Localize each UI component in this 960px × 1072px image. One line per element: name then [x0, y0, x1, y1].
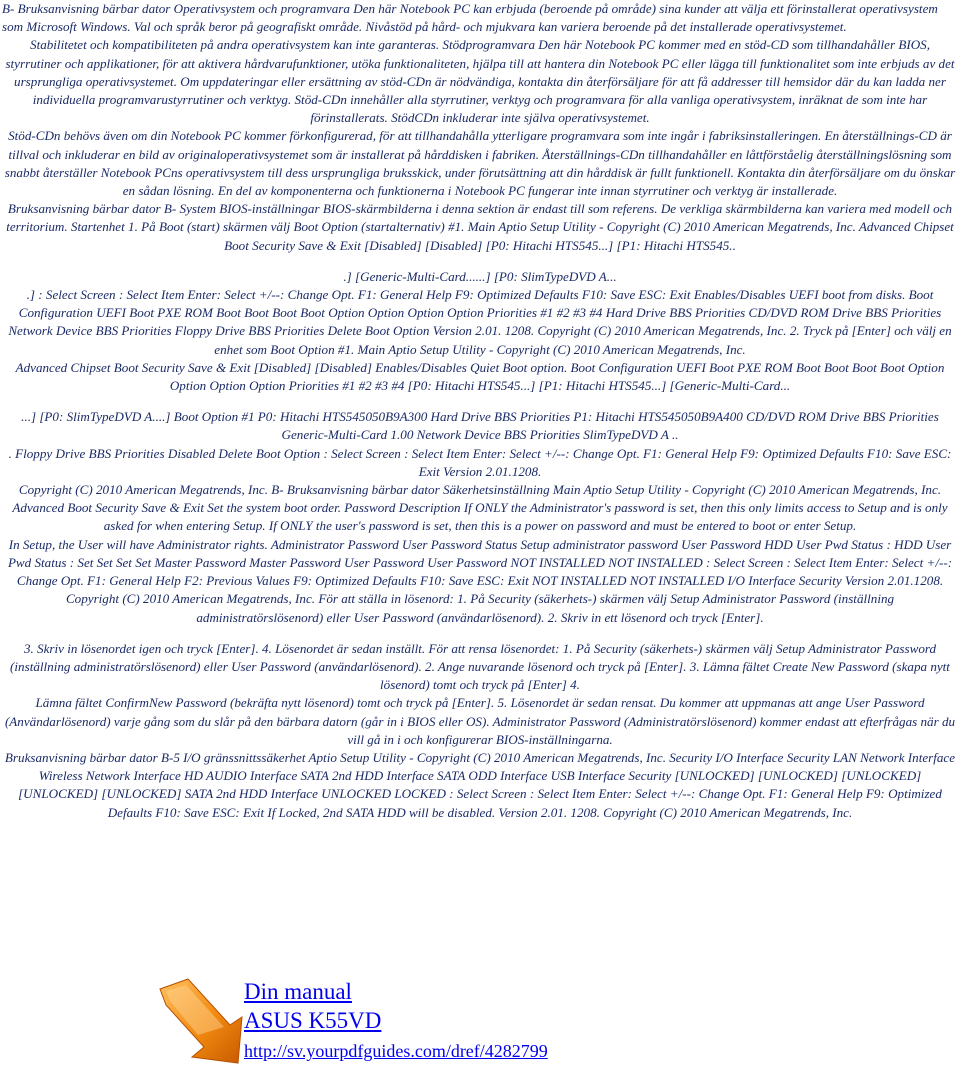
spacer — [2, 627, 958, 640]
paragraph-os-intro: B- Bruksanvisning bärbar dator Operativsystem och programvara Den här Notebook PC kan erbjuda (beroende på område) sina kunder att välja ett förinstallerat operativsystem som Microsoft Windows. Val och språk beror på geografiskt område. Nivåstöd på hård- och mjukvara kan variera beroende på det installerade operativsystemet. — [2, 1, 938, 35]
manual-link[interactable]: Din manual — [244, 979, 352, 1004]
paragraph-bios-boot-1: Bruksanvisning bärbar dator B- System BIOS-inställningar BIOS-skärmbilderna i denna sektion är endast till som referens. De verkliga skärmbilderna kan variera med modell och territorium. Startenhet 1. På Boot (start) skärmen välj Boot Option (startalternativ) #1. Main Aptio Setup Utility - Copyright (C) 2010 American Megatrends, Inc. Advanced Chipset Boot Security Save & Exit [Disabled] [Disabled] [P0: Hitachi HTS545...] [P1: Hitachi HTS545.. — [6, 201, 954, 253]
footer-links — [244, 977, 548, 1064]
document-body — [2, 0, 958, 822]
paragraph-password-1: 3. Skriv in lösenordet igen och tryck [Enter]. 4. Lösenordet är sedan inställt. För att rensa lösenordet: 1. På Security (säkerhets-) skärmen välj Setup Administrator Password (inställning administratörslösenord) eller User Password (användarlösenord). 2. Ange nuvarande lösenord och tryck på [Enter]. 3. Lämna fältet Create New Password (skapa nytt lösenord) tomt och tryck på [Enter] 4. — [10, 640, 950, 693]
product-link[interactable]: ASUS K55VD — [244, 1008, 382, 1033]
paragraph-bios-boot-5: ...] [P0: SlimTypeDVD A....] Boot Option #1 P0: Hitachi HTS545050B9A300 Hard Drive BBS Priorities P1: Hitachi HTS545050B9A400 CD/DVD ROM Drive BBS Priorities Generic-Multi-Card 1.00 Network Device BBS Priorities SlimTypeDVD A .. — [21, 409, 939, 443]
paragraph-bios-boot-4: Advanced Chipset Boot Security Save & Exit [Disabled] [Disabled] Enables/Disables Quiet Boot option. Boot Configuration UEFI Boot PXE ROM Boot Boot Boot Boot Option Option Option Option Priorities #1 #2 #3 #4 [P0: Hitachi HTS545...] [P1: Hitachi HTS545...] [Generic-Multi-Card... — [15, 359, 945, 394]
paragraph-bios-boot-3: .] : Select Screen : Select Item Enter: Select +/--: Change Opt. F1: General Help F9: Optimized Defaults F10: Save ESC: Exit Enables/Disables UEFI boot from disks. Boot Configuration UEFI Boot PXE ROM Boot Boot Boot Boot Option Option Option Option Priorities #1 #2 #3 #4 Hard Drive BBS Priorities CD/DVD ROM Drive BBS Priorities Network Device BBS Priorities Floppy Drive BBS Priorities Delete Boot Option Version 2.01. 1208. Copyright (C) 2010 American Megatrends, Inc. 2. Tryck på [Enter] och välj en enhet som Boot Option #1. Main Aptio Setup Utility - Copyright (C) 2010 American Megatrends, Inc. — [8, 287, 952, 357]
url-link[interactable]: http://sv.yourpdfguides.com/dref/4282799 — [244, 1041, 548, 1061]
paragraph-security-2: In Setup, the User will have Administrator rights. Administrator Password User Password Status Setup administrator password User Password HDD User Pwd Status : HDD User Pwd Status : Set Set Set Set Master Password Master Password User Password User Password NOT INSTALLED NOT INSTALLED : Select Screen : Select Item Enter: Select +/--: Change Opt. F1: General Help F2: Previous Values F9: Optimized Defaults F10: Save ESC: Exit NOT INSTALLED NOT INSTALLED I/O Interface Security Version 2.01.1208. Copyright (C) 2010 American Megatrends, Inc. För att ställa in lösenord: 1. På Security (säkerhets-) skärmen välj Setup Administrator Password (inställning administratörslösenord) eller User Password (användarlösenord). 2. Skriv in ett lösenord och tryck [Enter]. — [7, 536, 953, 625]
paragraph-bios-boot-6: . Floppy Drive BBS Priorities Disabled Delete Boot Option : Select Screen : Select Item Enter: Select +/--: Change Opt. F1: General Help F9: Optimized Defaults F10: Save ESC: Exit Version 2.01.1208. — [8, 445, 952, 479]
footer — [158, 977, 678, 1067]
orange-arrow-icon — [158, 977, 243, 1065]
paragraph-recovery-cd: Stöd-CDn behövs även om din Notebook PC kommer förkonfigurerad, för att tillhandahålla ytterligare programvara som inte ingår i fabriksinstalleringen. En återställnings-CD är tillval och inkluderar en bild av originaloperativsystemet som är installerat på hårddisken i fabriken. Återställnings-CDn tillhandahåller en låttförståelig återställningslösning som snabbt återställer Notebook PCns operativsystem till dess ursprungliga bruksskick, under förutsättning att din hårddisk är fullt funktionell. Kontakta din återförsäljare om du önskar en sådan lösning. En del av komponenterna och funktionerna i Notebook PC fungerar inte innan styrrutiner och verktyg är installerade. — [4, 128, 956, 199]
spacer — [2, 255, 958, 268]
paragraph-support-software: Stabilitetet och kompatibiliteten på andra operativsystem kan inte garanteras. Stödprogramvara Den här Notebook PC kommer med en stöd-CD som tillhandahåller BIOS, styrrutiner och applikationer, för att aktivera hårdvarufunktioner, utöka funktionaliteten, hjälpa till att hantera din Notebook PC eller lägga till funktionalitet som inte erbjuds av det ursprungliga operativsystemet. Om uppdateringar eller ersättning av stöd-CDn är nödvändiga, kontakta din återförsäljare för att få addresser till hemsidor där du kan ladda ner individuella programvarustyrrutiner och verktyg. Stöd-CDn innehåller alla styrrutiner, verktyg och programvara för alla vanliga operativsystem, inräknat de som inte har förinstallerats. StödCDn inkluderar inte själva operativsystemet. — [5, 37, 955, 126]
paragraph-io-security: Bruksanvisning bärbar dator B-5 I/O gränssnittssäkerhet Aptio Setup Utility - Copyright (C) 2010 American Megatrends, Inc. Security I/O Interface Security LAN Network Interface Wireless Network Interface HD AUDIO Interface SATA 2nd HDD Interface SATA ODD Interface USB Interface Security [UNLOCKED] [UNLOCKED] [UNLOCKED] [UNLOCKED] [UNLOCKED] SATA 2nd HDD Interface UNLOCKED LOCKED : Select Screen : Select Item Enter: Select +/--: Change Opt. F1: General Help F9: Optimized Defaults F10: Save ESC: Exit If Locked, 2nd SATA HDD will be disabled. Version 2.01. 1208. Copyright (C) 2010 American Megatrends, Inc. — [4, 749, 956, 820]
paragraph-password-2: Lämna fältet ConfirmNew Password (bekräfta nytt lösenord) tomt och tryck på [Enter]. 5. Lösenordet är sedan rensat. Du kommer att uppmanas att ange User Password (Användarlösenord) varje gång som du slår på den bärbara datorn (går in i BIOS eller OS). Administrator Password (Administratörslösenord) kommer endast att efterfrågas när du vill gå in i och konfigurerar BIOS-inställningarna. — [4, 695, 956, 747]
paragraph-bios-boot-2: .] [Generic-Multi-Card......] [P0: SlimTypeDVD A... — [343, 268, 617, 284]
spacer — [2, 395, 958, 408]
paragraph-security-1: Copyright (C) 2010 American Megatrends, Inc. B- Bruksanvisning bärbar dator Säkerhetsinställning Main Aptio Setup Utility - Copyright (C) 2010 American Megatrends, Inc. Advanced Boot Security Save & Exit Set the system boot order. Password Description If ONLY the Administrator's password is set, then this only limits access to Setup and is only asked for when entering Setup. If ONLY the user's password is set, then this is a power on password and must be entered to boot or enter Setup. — [12, 482, 948, 534]
